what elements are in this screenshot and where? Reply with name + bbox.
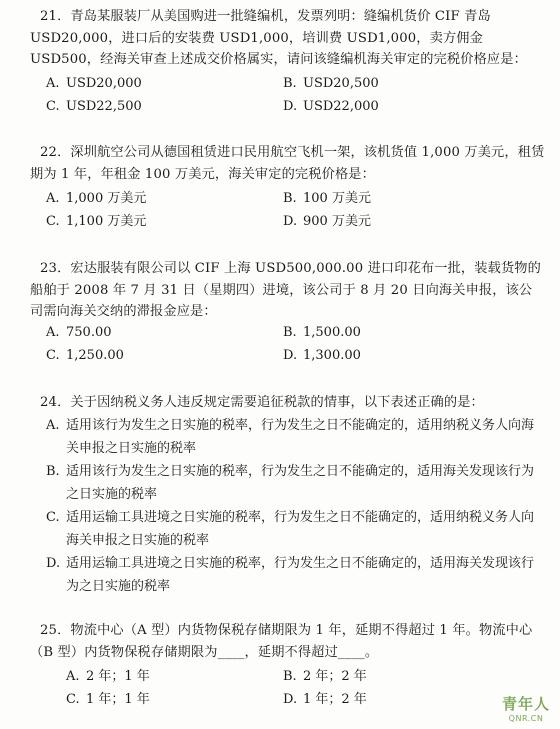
option-c: C. 1 年；1 年 [66, 692, 150, 707]
question-stem: 24．关于因纳税义务人违反规定需要追征税款的情事，以下表述正确的是： [40, 395, 484, 410]
option-c: C. 1,250.00 [46, 348, 124, 363]
option-d: D. 1 年；2 年 [283, 692, 367, 707]
watermark-logo [502, 693, 550, 723]
question-stem: 22．深圳航空公司从德国租赁进口民用航空飞机一架，该机货值 1,000 万美元，租赁期为 1 年，年租金 100 万美元，海关审定的完税价格是： [30, 145, 545, 182]
option-d: D. 适用运输工具进境之日实施的税率，行为发生之日不能确定的，适用海关发现该行为之日实施的税率 [46, 556, 535, 594]
option-b: B. 2 年；2 年 [283, 669, 367, 684]
question-stem: 23．宏达服装有限公司以 CIF 上海 USD500,000.00 进口印花布一批，装载货物的船舶于 2008 年 7 月 31 日（星期四）进境，该公司于 8 月 20 日向海关申报，该公司需向海关交纳的滞报金应是： [30, 261, 541, 319]
option-b: B. USD20,500 [283, 76, 379, 91]
watermark-domain: QNR.CN [508, 714, 544, 723]
question-stem: 21．青岛某服装厂从美国购进一批缝编机，发票列明：缝编机货价 CIF 青岛 USD20,000，进口后的安装费 USD1,000，培训费 USD1,000，卖方佣金 USD500，经海关审查上述成交价格属实，请问该缝编机海关审定的完税价格应是： [30, 9, 527, 67]
option-a: A. 2 年；1 年 [66, 669, 150, 684]
question-stem: 25．物流中心（A 型）内货物保税存储期限为 1 年，延期不得超过 1 年。物流中心（B 型）内货物保税存储期限为____，延期不得超过____。 [30, 623, 533, 660]
option-b: B. 100 万美元 [283, 191, 371, 206]
option-a: A. 适用该行为发生之日实施的税率，行为发生之日不能确定的，适用纳税义务人向海关申报之日实施的税率 [46, 418, 535, 456]
option-c: C. USD22,500 [46, 99, 142, 114]
option-c: C. 适用运输工具进境之日实施的税率，行为发生之日不能确定的，适用纳税义务人向海关申报之日实施的税率 [46, 510, 535, 548]
option-a: A. USD20,000 [46, 76, 142, 91]
watermark-text: 青年人 [501, 695, 550, 713]
option-c: C. 1,100 万美元 [46, 214, 147, 229]
option-d: D. 1,300.00 [283, 348, 361, 363]
option-a: A. 750.00 [46, 325, 112, 340]
option-b: B. 适用该行为发生之日实施的税率，行为发生之日不能确定的，适用海关发现该行为之日实施的税率 [46, 464, 535, 502]
option-d: D. USD22,000 [283, 99, 379, 114]
option-b: B. 1,500.00 [283, 325, 361, 340]
option-a: A. 1,000 万美元 [46, 191, 147, 206]
option-d: D. 900 万美元 [283, 214, 371, 229]
